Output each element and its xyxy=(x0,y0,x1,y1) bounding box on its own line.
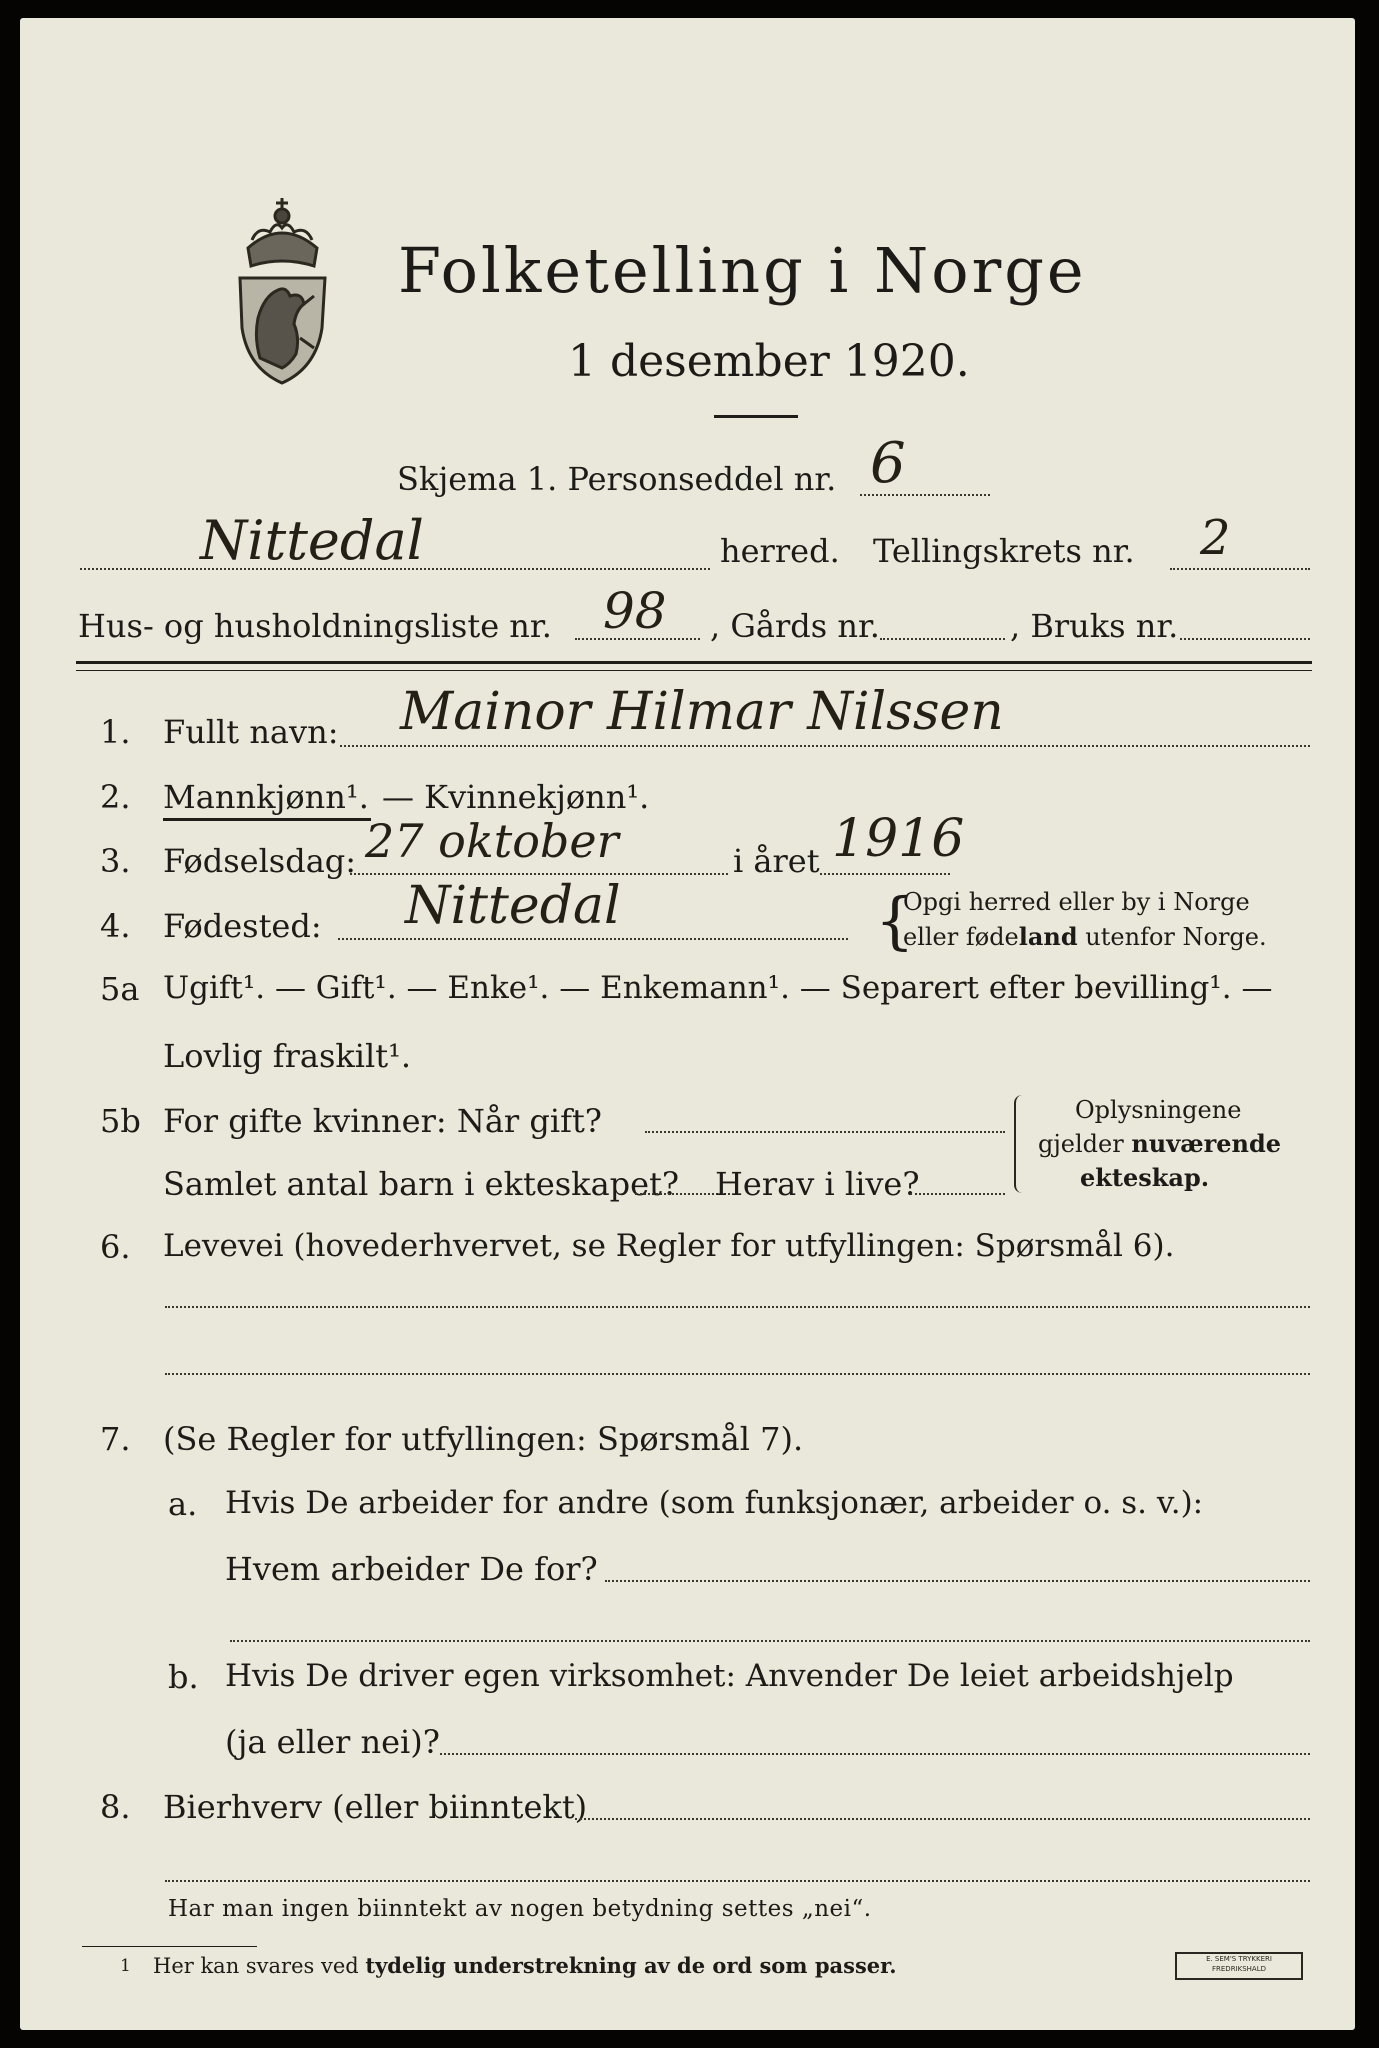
q7-number: 7. xyxy=(100,1420,131,1458)
q3-line xyxy=(350,873,728,875)
q7a-line2: Hvem arbeider De for? xyxy=(225,1550,598,1588)
q5b-note-line2 xyxy=(1038,1129,1282,1158)
q1-label: Fullt navn: xyxy=(163,713,339,751)
q6-number: 6. xyxy=(100,1228,131,1266)
q5a-line1: Ugift¹. — Gift¹. — Enke¹. — Enkemann¹. — Separert efter bevilling¹. — xyxy=(163,970,1273,1006)
form-title: Folketelling i Norge xyxy=(398,234,1087,307)
q7a-number: a. xyxy=(168,1485,198,1523)
q5b-note-text-b: nuværende xyxy=(1131,1129,1282,1158)
herred-line xyxy=(80,568,710,570)
q5a-number: 5a xyxy=(100,970,140,1008)
q8-note: Har man ingen biinntekt av nogen betydning settes „nei“. xyxy=(168,1896,872,1922)
q5b-line2b: Herav i live? xyxy=(715,1165,920,1203)
printer-line1: E. SEM'S TRYKKERI xyxy=(1206,1955,1272,1963)
herred-label: herred. xyxy=(720,532,840,570)
q7b-line1: Hvis De driver egen virksomhet: Anvender De leiet arbeidshjelp xyxy=(225,1658,1234,1694)
q4-line xyxy=(338,938,848,940)
norwegian-coat-of-arms-icon xyxy=(230,178,335,388)
q4-label: Fødested: xyxy=(163,907,322,945)
q5b-note-line3: ekteskap. xyxy=(1080,1163,1210,1192)
q4-value: Nittedal xyxy=(405,876,621,936)
q3-number: 3. xyxy=(100,842,131,880)
q3-label: Fødselsdag: xyxy=(163,842,357,880)
q7b-line2: (ja eller nei)? xyxy=(225,1723,440,1761)
q8-line-2 xyxy=(165,1880,1310,1882)
q2-male: Mannkjønn¹. xyxy=(163,778,369,816)
q4-note-line1: Opgi herred eller by i Norge xyxy=(903,888,1250,916)
q5b-nar-gift-line xyxy=(645,1131,1005,1133)
q3-year-value: 1916 xyxy=(832,809,965,869)
q5b-live-line xyxy=(910,1193,1005,1195)
footnote-text xyxy=(153,1955,897,1977)
census-form xyxy=(20,18,1355,2030)
bruks-line xyxy=(1180,638,1310,640)
q5b-line2a: Samlet antal barn i ekteskapet? xyxy=(163,1165,680,1203)
q1-value: Mainor Hilmar Nilssen xyxy=(400,682,1004,742)
q4-number: 4. xyxy=(100,907,131,945)
q4-note-text-c: utenfor Norge. xyxy=(1077,923,1267,951)
personseddel-line xyxy=(860,494,990,496)
q1-number: 1. xyxy=(100,713,131,751)
q7a-line-1 xyxy=(605,1580,1310,1582)
q2-number: 2. xyxy=(100,778,131,816)
footnote-divider xyxy=(82,1946,257,1947)
tellingskrets-label: Tellingskrets nr. xyxy=(873,532,1135,570)
skjema-label: Skjema 1. Personseddel nr. xyxy=(397,460,837,498)
q2-female: — Kvinnekjønn¹. xyxy=(382,778,650,816)
husholdningsliste-value: 98 xyxy=(603,582,667,640)
q4-note-text-b: land xyxy=(1018,922,1078,951)
personseddel-value: 6 xyxy=(870,431,906,496)
q5b-note-text-a: gjelder xyxy=(1038,1130,1132,1158)
q7b-line xyxy=(440,1753,1310,1755)
section-divider-thick xyxy=(76,661,1312,664)
q7a-line-2 xyxy=(230,1640,1310,1642)
husholdningsliste-label: Hus- og husholdningsliste nr. xyxy=(78,607,552,645)
q8-label: Bierhverv (eller biinntekt) xyxy=(163,1788,588,1826)
q2-male-underline xyxy=(163,818,371,821)
census-date: 1 desember 1920. xyxy=(568,336,970,387)
q3-year-line xyxy=(820,873,950,875)
q8-number: 8. xyxy=(100,1788,131,1826)
q3-year-label: i året xyxy=(733,842,820,880)
gards-line xyxy=(880,638,1005,640)
q1-line xyxy=(340,745,1310,747)
q4-brace: { xyxy=(875,884,915,957)
q7b-number: b. xyxy=(168,1658,199,1696)
q6-line-1 xyxy=(165,1306,1310,1308)
tellingskrets-line xyxy=(1170,568,1310,570)
q7a-line1: Hvis De arbeider for andre (som funksjonær, arbeider o. s. v.): xyxy=(225,1485,1204,1521)
q6-line-2 xyxy=(165,1373,1310,1375)
q7-label: (Se Regler for utfyllingen: Spørsmål 7). xyxy=(163,1420,804,1458)
q6-label: Levevei (hovederhvervet, se Regler for utfyllingen: Spørsmål 6). xyxy=(163,1228,1175,1264)
gards-label: , Gårds nr. xyxy=(710,607,880,645)
printer-line2: FREDRIKSHALD xyxy=(1211,1965,1266,1973)
bruks-label: , Bruks nr. xyxy=(1010,607,1179,645)
footnote-text-b: tydelig understrekning av de ord som passer. xyxy=(365,1953,897,1978)
printer-stamp xyxy=(1175,1952,1303,1980)
tellingskrets-value: 2 xyxy=(1200,510,1231,566)
header-divider xyxy=(714,415,798,418)
herred-value: Nittedal xyxy=(200,509,424,572)
q5b-note-line1: Oplysningene xyxy=(1075,1096,1242,1124)
q4-note-text-a: eller føde xyxy=(903,923,1019,951)
footnote-text-a: Her kan svares ved xyxy=(153,1954,366,1978)
q5a-line2: Lovlig fraskilt¹. xyxy=(163,1037,412,1075)
q5b-note-bracket xyxy=(1014,1095,1026,1193)
husholdningsliste-line xyxy=(575,638,700,640)
q4-note-line2 xyxy=(903,922,1267,951)
q5b-line1: For gifte kvinner: Når gift? xyxy=(163,1102,602,1140)
q5b-number: 5b xyxy=(100,1102,141,1140)
q3-value: 27 oktober xyxy=(365,814,619,868)
q8-line-1 xyxy=(575,1818,1310,1820)
footnote-mark: 1 xyxy=(120,1956,131,1976)
section-divider-thin xyxy=(76,670,1312,671)
